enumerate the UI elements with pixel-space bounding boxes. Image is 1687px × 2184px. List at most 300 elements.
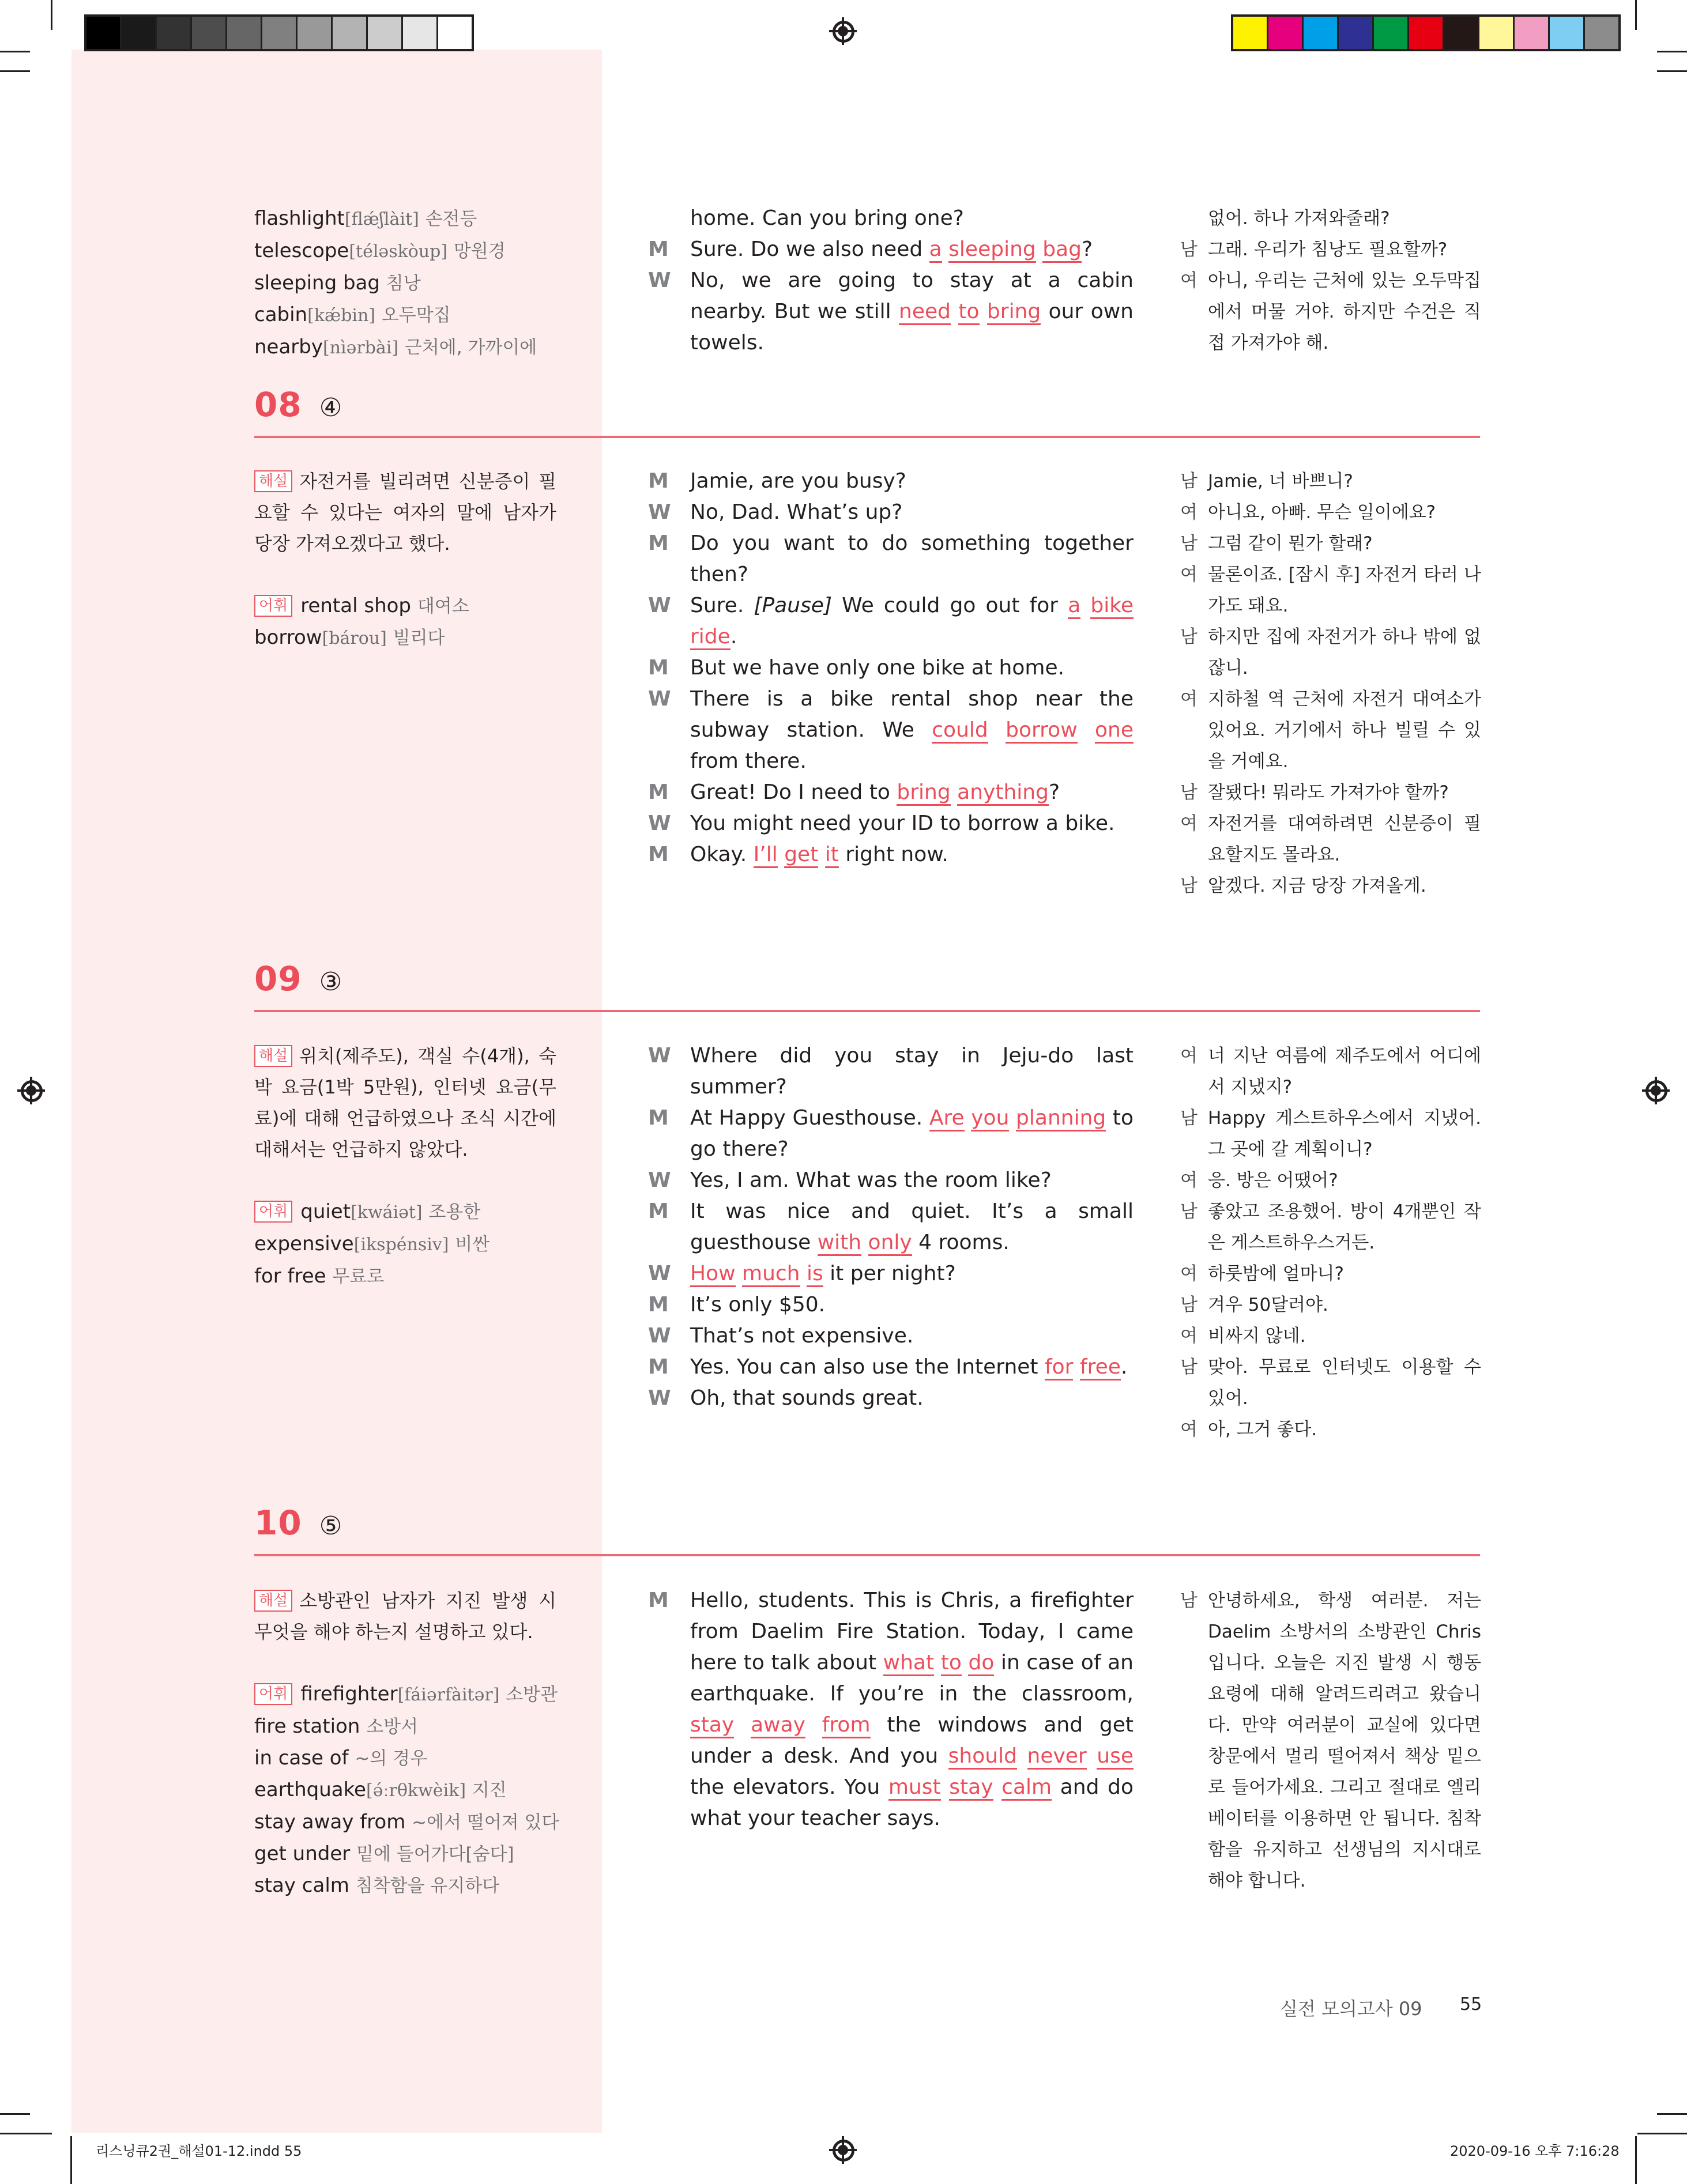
translation-text: 비싸지 않네. [1208, 1326, 1306, 1346]
dialogue-segment: our own towels. [690, 300, 1134, 354]
vocab-meaning: ~의 경우 [355, 1748, 428, 1769]
dialogue-segment: home. Can you bring one? [690, 206, 964, 230]
vocab-row [254, 1838, 559, 1870]
crop-mark [0, 2133, 52, 2134]
dialogue-line [648, 234, 1134, 265]
translation-line [1180, 203, 1481, 234]
translation-line [1180, 777, 1481, 808]
dialogue-segment [962, 1651, 969, 1674]
vocab-row [254, 331, 537, 364]
page-number: 55 [1460, 1994, 1482, 2015]
vocabulary-list [254, 203, 537, 364]
dialogue-line [648, 777, 1134, 808]
vocab-row [254, 299, 537, 331]
speaker-label: M [648, 1106, 669, 1130]
answer-blank: need [899, 300, 951, 325]
vocab-row [254, 1228, 489, 1261]
registration-mark [829, 2136, 857, 2164]
crop-mark [70, 2136, 72, 2184]
color-swatch [225, 17, 261, 49]
crop-mark [0, 70, 30, 72]
translation-text: Jamie, 너 바쁘니? [1208, 471, 1353, 492]
crop-mark [1657, 51, 1687, 52]
answer-blank: only [868, 1231, 912, 1256]
translation-line [1180, 234, 1481, 265]
color-swatch [1337, 17, 1372, 49]
vocab-word: stay calm [254, 1874, 349, 1897]
translation-text: 응. 방은 어땠어? [1208, 1170, 1338, 1191]
speaker-label: 남 [1180, 239, 1198, 260]
vocab-pronunciation: [kǽbin] [307, 305, 376, 326]
dialogue-segment: the elevators. You [690, 1775, 888, 1799]
translation-text: 안녕하세요, 학생 여러분. 저는 Daelim 소방서의 소방관인 Chris입니다. 오늘은 지진 발생 시 행동 요령에 대해 알려드리려고 왔습니다. 만약 여러분이 교실에 있다면 창문에서 멀리 떨어져서 책상 밑으로 들어가세요. 그리고 절대로 엘리베이터를 이용하면 안 됩니다. 침착함을 유지하고 선생님의 지시대로 해야 합니다. [1208, 1590, 1481, 1891]
speaker-label: 남 [1180, 1201, 1198, 1222]
dialogue-segment: We could go out for [832, 594, 1068, 617]
dialogue-segment: Oh, that sounds great. [690, 1386, 924, 1410]
crop-mark [1657, 2113, 1687, 2115]
dialogue-segment [805, 1713, 822, 1737]
vocab-pronunciation: [flǽʃlàit] [344, 209, 419, 229]
dialogue-segment: from there. [690, 749, 807, 773]
vocab-word: quiet [300, 1200, 351, 1223]
process-color-bar [1231, 14, 1621, 51]
speaker-label: W [648, 687, 671, 711]
vocab-meaning: 무료로 [332, 1266, 385, 1287]
translation-line [1180, 1289, 1481, 1321]
answer-blank: must [888, 1775, 941, 1801]
translation-line [1180, 1414, 1481, 1445]
dialogue-line [648, 1289, 1134, 1321]
registration-mark [829, 17, 857, 45]
translation-line [1180, 528, 1481, 559]
speaker-label: 남 [1180, 1295, 1198, 1315]
translation-text: 물론이죠. [잠시 후] 자전거 타러 나가도 돼요. [1208, 564, 1481, 616]
dialogue-line [648, 590, 1134, 652]
vocab-word: nearby [254, 335, 323, 359]
vocab-pronunciation: [ikspénsiv] [353, 1235, 449, 1255]
dialogue-segment: it per night? [823, 1262, 956, 1285]
speaker-label: 남 [1180, 627, 1198, 647]
answer-blank: free [1080, 1355, 1121, 1380]
dialogue-line [648, 839, 1134, 870]
dialogue-segment [1080, 594, 1090, 617]
translation-text: 아니, 우리는 근처에 있는 오두막집에서 머물 거야. 하지만 수건은 직접 가져가야 해. [1208, 270, 1481, 353]
speaker-label: 남 [1180, 1108, 1198, 1129]
translation-text: 없어. 하나 가져와줄래? [1208, 208, 1390, 229]
registration-mark [1642, 1077, 1670, 1104]
vocab-word: cabin [254, 303, 308, 326]
speaker-label: W [648, 500, 671, 524]
speaker-label: M [648, 780, 669, 804]
dialogue-line [648, 1103, 1134, 1165]
dialogue-text [690, 1040, 1134, 1103]
vocab-row [254, 590, 469, 622]
dialogue-segment: in case of an earthquake. If you’re in the classroom, [690, 1651, 1134, 1706]
translation-line [1180, 808, 1481, 870]
dialogue-text [690, 466, 1134, 497]
color-swatch [436, 17, 472, 49]
speaker-label: 남 [1180, 533, 1198, 554]
section-divider [254, 1554, 1480, 1556]
vocabulary-list [254, 590, 469, 654]
translation-text: 하룻밤에 얼마니? [1208, 1263, 1344, 1284]
dialogue-segment: Yes, I am. What was the room like? [690, 1168, 1052, 1192]
speaker-label: 여 [1180, 1263, 1198, 1284]
dialogue-translation [1180, 466, 1481, 901]
translation-text: 맞아. 무료로 인터넷도 이용할 수 있어. [1208, 1357, 1481, 1409]
vocab-row [254, 1711, 559, 1742]
question-heading [254, 385, 342, 424]
answer-blank: what [883, 1651, 934, 1676]
answer-blank: could [932, 718, 988, 744]
dialogue-text [690, 1321, 1134, 1352]
dialogue-segment [965, 1106, 971, 1130]
translation-line [1180, 1165, 1481, 1196]
translation-line [1180, 1103, 1481, 1165]
answer-choice: ⑤ [319, 1511, 342, 1541]
color-swatch [1372, 17, 1407, 49]
vocab-meaning: 소방서 [366, 1717, 419, 1737]
answer-blank: bring [987, 300, 1041, 325]
dialogue-text [690, 1383, 1134, 1414]
answer-blank: is [807, 1262, 823, 1287]
question-number: 10 [254, 1503, 302, 1542]
dialogue-line [648, 1196, 1134, 1258]
color-swatch [1267, 17, 1302, 49]
vocabulary-list [254, 1678, 559, 1902]
translation-line [1180, 684, 1481, 777]
dialogue-segment: Jamie, are you busy? [690, 469, 906, 493]
vocab-word: get under [254, 1842, 351, 1865]
dialogue-text [690, 1258, 1134, 1289]
vocab-row [254, 1806, 559, 1838]
speaker-label [1180, 203, 1208, 234]
dialogue-segment: Sure. [690, 594, 754, 617]
dialogue-script [648, 203, 1134, 359]
dialogue-text [690, 652, 1134, 684]
color-swatch [1233, 17, 1267, 49]
dialogue-segment: There is a bike rental shop near the subway station. We [690, 687, 1134, 742]
dialogue-segment: Sure. Do we also need [690, 237, 929, 261]
color-swatch [190, 17, 225, 49]
vocab-word: telescope [254, 239, 349, 262]
answer-blank: it [825, 843, 839, 868]
explanation-tag: 해설 [254, 470, 292, 492]
answer-blank: for [1045, 1355, 1074, 1380]
answer-choice: ③ [319, 967, 342, 997]
answer-blank: a [929, 237, 942, 263]
explanation-text: 위치(제주도), 객실 수(4개), 숙박 요금(1박 5만원), 인터넷 요금(무료)에 대해 언급하였으나 조식 시간에 대해서는 언급하지 않았다. [254, 1045, 556, 1160]
explanation [254, 466, 556, 559]
dialogue-segment: No, Dad. What’s up? [690, 500, 903, 524]
vocab-row [254, 622, 469, 654]
file-slug: 리스닝큐2권_해설01-12.indd 55 [96, 2143, 302, 2159]
vocab-meaning: 오두막집 [381, 305, 451, 326]
translation-line [1180, 870, 1481, 901]
vocab-word: for free [254, 1265, 326, 1288]
dialogue-segment: ? [1081, 237, 1093, 261]
speaker-label: M [648, 1199, 669, 1223]
answer-blank: much [742, 1262, 800, 1287]
color-swatch [366, 17, 401, 49]
color-swatch [1407, 17, 1443, 49]
dialogue-segment: Hello, students. This is Chris, a firefighter from Daelim Fire Station. Today, I came here to talk about [690, 1589, 1134, 1674]
dialogue-segment: Where did you stay in Jeju-do last summer? [690, 1044, 1134, 1099]
translation-line [1180, 1196, 1481, 1258]
vocab-row [254, 1261, 489, 1292]
vocab-pronunciation: [téləskòup] [349, 242, 448, 262]
speaker-label: 여 [1180, 1170, 1198, 1191]
speaker-label: 여 [1180, 1419, 1198, 1440]
color-swatch [1302, 17, 1337, 49]
dialogue-segment: Do you want to do something together then? [690, 531, 1134, 586]
vocab-tag: 어휘 [254, 595, 292, 617]
speaker-label: W [648, 1324, 671, 1348]
dialogue-text [690, 1352, 1134, 1383]
answer-blank: do [968, 1651, 994, 1676]
answer-blank: get [784, 843, 818, 868]
translation-line [1180, 497, 1481, 528]
translation-text: Happy 게스트하우스에서 지냈어. 그 곳에 갈 계획이니? [1208, 1108, 1481, 1160]
crop-mark [1637, 2133, 1687, 2134]
translation-text: 겨우 50달러야. [1208, 1295, 1328, 1315]
dialogue-line [648, 528, 1134, 590]
dialogue-segment [1087, 1744, 1097, 1768]
speaker-label: 여 [1180, 502, 1198, 523]
answer-blank: you [971, 1106, 1009, 1131]
dialogue-segment: ? [1048, 780, 1060, 804]
dialogue-segment: That’s not expensive. [690, 1324, 914, 1348]
answer-blank: I’ll [754, 843, 778, 868]
vocabulary-list [254, 1196, 489, 1292]
dialogue-line [648, 497, 1134, 528]
dialogue-translation [1180, 203, 1481, 359]
speaker-label: 여 [1180, 564, 1198, 585]
registration-mark [17, 1077, 45, 1104]
dialogue-segment: Great! Do I need to [690, 780, 897, 804]
speaker-label: 남 [1180, 876, 1198, 896]
color-swatch [1513, 17, 1548, 49]
dialogue-segment: right now. [838, 843, 948, 866]
dialogue-text [690, 1103, 1134, 1165]
dialogue-script [648, 466, 1134, 870]
dialogue-segment [1036, 237, 1042, 261]
dialogue-text [690, 265, 1134, 359]
translation-line [1180, 621, 1481, 684]
speaker-label: 남 [1180, 1590, 1198, 1611]
speaker-label: M [648, 531, 669, 555]
dialogue-text [690, 1289, 1134, 1321]
speaker-label: 남 [1180, 1357, 1198, 1378]
vocab-pronunciation: [fáiərfàitər] [397, 1685, 500, 1705]
vocab-word: flashlight [254, 207, 345, 230]
color-swatch [261, 17, 296, 49]
crop-mark [0, 2113, 30, 2115]
dialogue-segment [951, 300, 958, 323]
explanation [254, 1040, 556, 1165]
answer-blank: ride [690, 625, 730, 650]
answer-blank: planning [1016, 1106, 1106, 1131]
vocab-tag: 어휘 [254, 1201, 292, 1223]
speaker-label: 여 [1180, 689, 1198, 710]
dialogue-segment: Yes. You can also use the Internet [690, 1355, 1045, 1379]
speaker-label: W [648, 269, 671, 292]
dialogue-text [690, 590, 1134, 652]
translation-text: 자전거를 대여하려면 신분증이 필요할지도 몰라요. [1208, 813, 1481, 865]
translation-line [1180, 466, 1481, 497]
dialogue-line [648, 265, 1134, 359]
color-swatch [1583, 17, 1618, 49]
dialogue-segment [1073, 1355, 1079, 1379]
dialogue-segment: It was nice and quiet. It’s a small guesthouse [690, 1199, 1134, 1254]
dialogue-segment [734, 1713, 751, 1737]
speaker-label: M [648, 1589, 669, 1612]
color-swatch [331, 17, 366, 49]
explanation-text: 자전거를 빌리려면 신분증이 필요할 수 있다는 여자의 말에 남자가 당장 가져오겠다고 했다. [254, 470, 556, 555]
dialogue-segment: 4 rooms. [912, 1231, 1010, 1254]
vocab-pronunciation: [kwáiət] [351, 1202, 423, 1223]
answer-blank: borrow [1006, 718, 1078, 744]
speaker-label: 남 [1180, 782, 1198, 803]
dialogue-line [648, 1040, 1134, 1103]
speaker-label [648, 203, 690, 234]
question-number: 09 [254, 959, 302, 998]
answer-blank: calm [1001, 1775, 1052, 1801]
answer-blank: to [958, 300, 979, 325]
speaker-label: M [648, 656, 669, 680]
speaker-label: W [648, 1168, 671, 1192]
color-swatch [1548, 17, 1583, 49]
footer-title: 실전 모의고사 09 [1280, 1998, 1422, 2020]
answer-blank: anything [957, 780, 1049, 806]
dialogue-line [648, 466, 1134, 497]
vocab-meaning: ~에서 떨어져 있다 [412, 1812, 559, 1833]
dialogue-segment [800, 1262, 807, 1285]
translation-text: 잘됐다! 뭐라도 가져가야 할까? [1208, 782, 1449, 803]
vocab-word: rental shop [300, 594, 411, 617]
translation-line [1180, 1585, 1481, 1896]
speaker-label: M [648, 1293, 669, 1317]
answer-blank: use [1097, 1744, 1134, 1770]
dialogue-segment: the windows and get under a desk. And you [690, 1713, 1134, 1768]
explanation-tag: 해설 [254, 1045, 292, 1067]
speaker-label: 남 [1180, 471, 1198, 492]
crop-mark [1657, 70, 1687, 72]
answer-blank: to [941, 1651, 962, 1676]
dialogue-segment [1009, 1106, 1016, 1130]
speaker-label: 여 [1180, 270, 1198, 291]
dialogue-segment: It’s only $50. [690, 1293, 826, 1317]
color-swatch [155, 17, 190, 49]
color-swatch [120, 17, 155, 49]
dialogue-line [648, 1383, 1134, 1414]
answer-blank: from [822, 1713, 871, 1738]
translation-text: 너 지난 여름에 제주도에서 어디에서 지냈지? [1208, 1046, 1481, 1097]
translation-line [1180, 1352, 1481, 1414]
print-timestamp: 2020-09-16 오후 7:16:28 [1450, 2143, 1620, 2159]
vocab-tag: 어휘 [254, 1683, 292, 1705]
dialogue-line [648, 1352, 1134, 1383]
vocab-meaning: 지진 [472, 1780, 507, 1801]
speaker-label: M [648, 469, 669, 493]
answer-blank: should [948, 1744, 1017, 1770]
section-divider [254, 436, 1480, 438]
dialogue-text [690, 839, 1134, 870]
crop-mark [51, 0, 52, 30]
vocab-meaning: 침낭 [386, 273, 421, 294]
speaker-label: W [648, 1386, 671, 1410]
dialogue-text [690, 777, 1134, 808]
answer-blank: sleeping [948, 237, 1036, 263]
answer-blank: with [818, 1231, 861, 1256]
answer-blank: a [1068, 594, 1080, 619]
dialogue-line [648, 1165, 1134, 1196]
vocab-row [254, 267, 537, 299]
translation-text: 지하철 역 근처에 자전거 대여소가 있어요. 거기에서 하나 빌릴 수 있을 거예요. [1208, 689, 1481, 772]
section-divider [254, 1010, 1480, 1012]
dialogue-text [690, 1165, 1134, 1196]
translation-text: 그럼 같이 뭔가 할래? [1208, 533, 1373, 554]
dialogue-text [690, 203, 1134, 234]
vocab-row [254, 1678, 559, 1711]
dialogue-segment: Okay. [690, 843, 754, 866]
vocab-row [254, 203, 537, 235]
dialogue-line [648, 684, 1134, 777]
dialogue-translation [1180, 1585, 1481, 1896]
vocab-meaning: 손전등 [425, 209, 477, 229]
dialogue-segment [1078, 718, 1095, 742]
answer-blank: bike [1090, 594, 1134, 619]
dialogue-segment: At Happy Guesthouse. [690, 1106, 929, 1130]
vocab-pronunciation: [nìərbài] [322, 338, 399, 358]
answer-blank: bag [1042, 237, 1082, 263]
dialogue-segment [861, 1231, 868, 1254]
translation-text: 좋았고 조용했어. 방이 4개뿐인 작은 게스트하우스거든. [1208, 1201, 1481, 1253]
dialogue-segment [942, 237, 948, 261]
crop-mark [1635, 2136, 1637, 2184]
dialogue-text [690, 234, 1134, 265]
color-swatch [86, 17, 120, 49]
explanation-tag: 해설 [254, 1590, 292, 1612]
dialogue-line [648, 808, 1134, 839]
vocab-row [254, 1196, 489, 1228]
vocab-row [254, 1870, 559, 1902]
grayscale-color-bar [84, 14, 474, 51]
dialogue-text [690, 528, 1134, 590]
dialogue-text [690, 808, 1134, 839]
dialogue-text [690, 497, 1134, 528]
dialogue-segment: and do what your teacher says. [690, 1775, 1134, 1830]
vocab-word: stay away from [254, 1810, 406, 1834]
translation-line [1180, 265, 1481, 359]
explanation [254, 1585, 556, 1647]
dialogue-line [648, 1585, 1134, 1834]
dialogue-segment [993, 1775, 1002, 1799]
vocab-meaning: 밑에 들어가다[숨다] [356, 1844, 514, 1865]
dialogue-segment: . [1120, 1355, 1128, 1379]
speaker-label: 여 [1180, 1046, 1198, 1066]
question-number: 08 [254, 385, 302, 424]
vocab-row [254, 1742, 559, 1774]
dialogue-segment: But we have only one bike at home. [690, 656, 1065, 680]
question-heading [254, 1503, 342, 1542]
vocab-meaning: 조용한 [428, 1202, 481, 1223]
speaker-label: M [648, 237, 669, 261]
vocab-meaning: 빌리다 [393, 628, 445, 648]
dialogue-segment: No, we are going to stay at a cabin nearby. But we still [690, 269, 1134, 323]
vocab-meaning: 침착함을 유지하다 [355, 1876, 500, 1896]
translation-line [1180, 1321, 1481, 1352]
